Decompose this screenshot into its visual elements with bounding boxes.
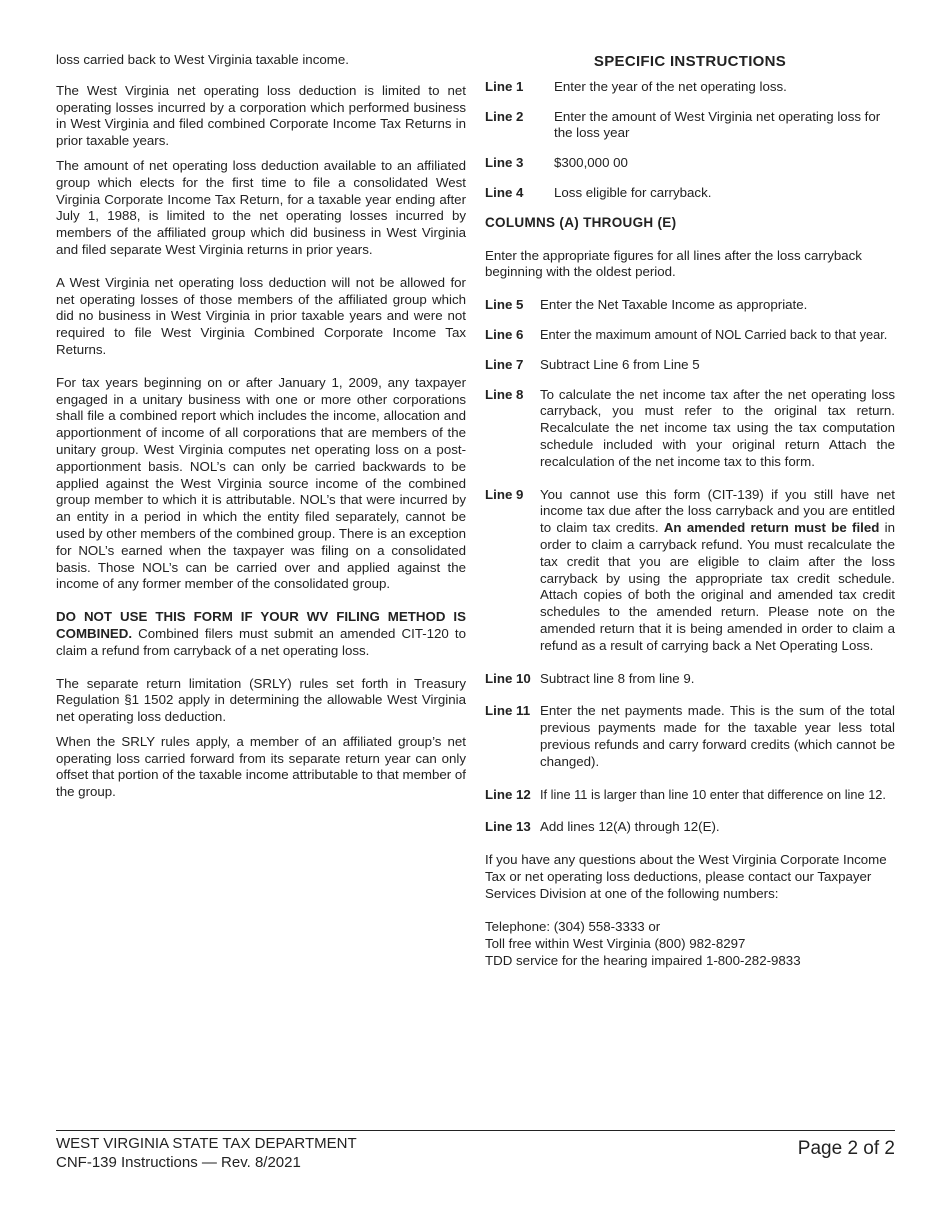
line-12-instruction bbox=[485, 787, 895, 804]
toll-free-number: Toll free within West Virginia (800) 982-8297 bbox=[485, 936, 746, 952]
form-revision: CNF-139 Instructions — Rev. 8/2021 bbox=[56, 1154, 301, 1171]
paragraph-loss-carried-back: loss carried back to West Virginia taxable income. bbox=[56, 52, 349, 67]
page-footer bbox=[56, 1130, 895, 1172]
line-label: Line 5 bbox=[485, 297, 524, 313]
paragraph-unitary-business: For tax years beginning on or after January 1, 2009, any taxpayer engaged in a unitary business with one or more other corporations shall file a combined report which includes the income, allocation and apportionment of income of all corporations that are members of the unitary group. West Virginia computes net operating loss on a post-apportionment basis. NOL’s can only be carried backwards to be applied against the West Virginia source income of the combined group member to which it is attributable. NOL’s that were incurred by an entity in a period in which the entity filed separately, cannot be used by other members of the combined group. There is an exception for NOL’s earned when the taxpayer was filing on a consolidated basis. Those NOL’s can be carried over and applied against the income of any former member of the consolidated group. bbox=[56, 374, 466, 592]
line-9-instruction bbox=[485, 487, 895, 655]
line-9-text-a: You cannot use this form (CIT-139) if you still have net income tax due after the loss carryback and you are entitled to claim tax credits. bbox=[540, 486, 895, 536]
paragraph-no-business: A West Virginia net operating loss deduction will not be allowed for net operating losses of those members of the affiliated group which did no business in West Virginia in prior taxable years and were not required to file West Virginia Combined Corporate Income Tax Returns. bbox=[56, 274, 466, 357]
line-1-instruction bbox=[485, 79, 895, 96]
line-11-instruction bbox=[485, 703, 895, 770]
combined-warning-text: Combined filers must submit an amended CIT-120 to claim a refund from carryback of a net operating loss. bbox=[56, 625, 466, 658]
paragraph-affiliated-group: The amount of net operating loss deduction available to an affiliated group which elects for the first time to file a consolidated West Virginia Corporate Income Tax Return, for a taxable year ending after July 1, 1988, is limited to the net operating losses incurred by members of the affiliated group which did business in West Virginia and filed separate West Virginia returns in prior years. bbox=[56, 157, 466, 257]
paragraph-srly-apply: When the SRLY rules apply, a member of an affiliated group’s net operating loss carried forward from its separate return year can only offset that portion of the taxable income attributable to that member of the group. bbox=[56, 733, 466, 800]
line-9-bold: An amended return must be filed bbox=[663, 520, 880, 536]
page-number: Page 2 of 2 bbox=[797, 1138, 895, 1159]
line-text: To calculate the net income tax after the net operating loss carryback, you must refer to the original tax return. Recalculate the net income tax using the tax computation schedule included with your original return Attach the recalculation of the net income tax to this form. bbox=[540, 386, 895, 469]
combined-warning-bold: DO NOT USE THIS FORM IF YOUR WV FILING METHOD IS COMBINED. bbox=[56, 609, 466, 641]
line-label: Line 1 bbox=[485, 78, 524, 94]
contact-numbers bbox=[485, 918, 895, 969]
line-text: Enter the amount of West Virginia net operating loss for the loss year bbox=[554, 108, 881, 141]
line-label: Line 9 bbox=[485, 486, 524, 502]
line-text: Enter the year of the net operating loss. bbox=[554, 78, 787, 94]
right-column bbox=[485, 52, 895, 969]
line-8-instruction bbox=[485, 387, 895, 471]
line-13-instruction bbox=[485, 819, 895, 836]
line-7-instruction bbox=[485, 357, 895, 374]
line-text: Add lines 12(A) through 12(E). bbox=[540, 819, 720, 835]
line-6-instruction bbox=[485, 327, 895, 344]
line-text: Subtract line 8 from line 9. bbox=[540, 670, 695, 686]
line-text: Loss eligible for carryback. bbox=[554, 184, 712, 200]
line-label: Line 4 bbox=[485, 184, 524, 200]
paragraph-combined-warning bbox=[56, 609, 466, 659]
line-4-instruction bbox=[485, 185, 895, 202]
department-name: WEST VIRGINIA STATE TAX DEPARTMENT bbox=[56, 1135, 357, 1152]
line-label: Line 8 bbox=[485, 386, 524, 402]
line-label: Line 12 bbox=[485, 786, 531, 802]
contact-paragraph: If you have any questions about the West Virginia Corporate Income Tax or net operating loss deductions, please contact our Taxpayer Services Division at one of the following numbers: bbox=[485, 852, 887, 901]
line-9-text-b: in order to claim a carryback refund. You must recalculate the tax credit that you are eligible to claim after the loss carryback by using the appropriate tax credit schedule. Attach copies of both the original and amended tax credit schedules to the amended return. Please note on the amended return that it is being amended in order to claim a refund as a result of carrying back a Net Operating Loss. bbox=[540, 520, 895, 653]
line-label: Line 10 bbox=[485, 670, 531, 686]
line-3-instruction bbox=[485, 155, 895, 172]
line-2-instruction bbox=[485, 109, 895, 143]
line-text: $300,000 00 bbox=[554, 155, 628, 171]
line-label: Line 2 bbox=[485, 108, 524, 124]
line-label: Line 13 bbox=[485, 819, 531, 835]
line-text: If line 11 is larger than line 10 enter that difference on line 12. bbox=[540, 786, 886, 802]
telephone-number: Telephone: (304) 558-3333 or bbox=[485, 919, 661, 935]
line-text: Enter the maximum amount of NOL Carried back to that year. bbox=[540, 326, 888, 342]
line-10-instruction bbox=[485, 671, 895, 688]
line-text: Subtract Line 6 from Line 5 bbox=[540, 356, 700, 372]
line-label: Line 6 bbox=[485, 326, 524, 342]
paragraph-srly-rules: The separate return limitation (SRLY) rules set forth in Treasury Regulation §1 1502 apply in determining the allowable West Virginia net operating loss deduction. bbox=[56, 675, 466, 725]
tdd-number: TDD service for the hearing impaired 1-800-282-9833 bbox=[485, 953, 801, 969]
line-label: Line 11 bbox=[485, 703, 531, 719]
columns-heading: COLUMNS (A) THROUGH (E) bbox=[485, 214, 677, 230]
left-column bbox=[56, 52, 466, 817]
line-label: Line 3 bbox=[485, 155, 524, 171]
paragraph-nol-limit: The West Virginia net operating loss deduction is limited to net operating losses incurred by a corporation which performed business in West Virginia and filed combined Corporate Income Tax Returns in prior taxable years. bbox=[56, 82, 466, 149]
line-text: Enter the net payments made. This is the sum of the total previous payments made for the taxable year less total previous refunds and carry forward credits (which cannot be changed). bbox=[540, 703, 895, 769]
columns-description: Enter the appropriate figures for all lines after the loss carryback beginning with the oldest period. bbox=[485, 247, 862, 280]
line-text: Enter the Net Taxable Income as appropriate. bbox=[540, 297, 808, 313]
line-5-instruction bbox=[485, 297, 895, 314]
line-label: Line 7 bbox=[485, 356, 524, 372]
specific-instructions-heading: SPECIFIC INSTRUCTIONS bbox=[593, 53, 787, 70]
line-text bbox=[540, 487, 895, 655]
